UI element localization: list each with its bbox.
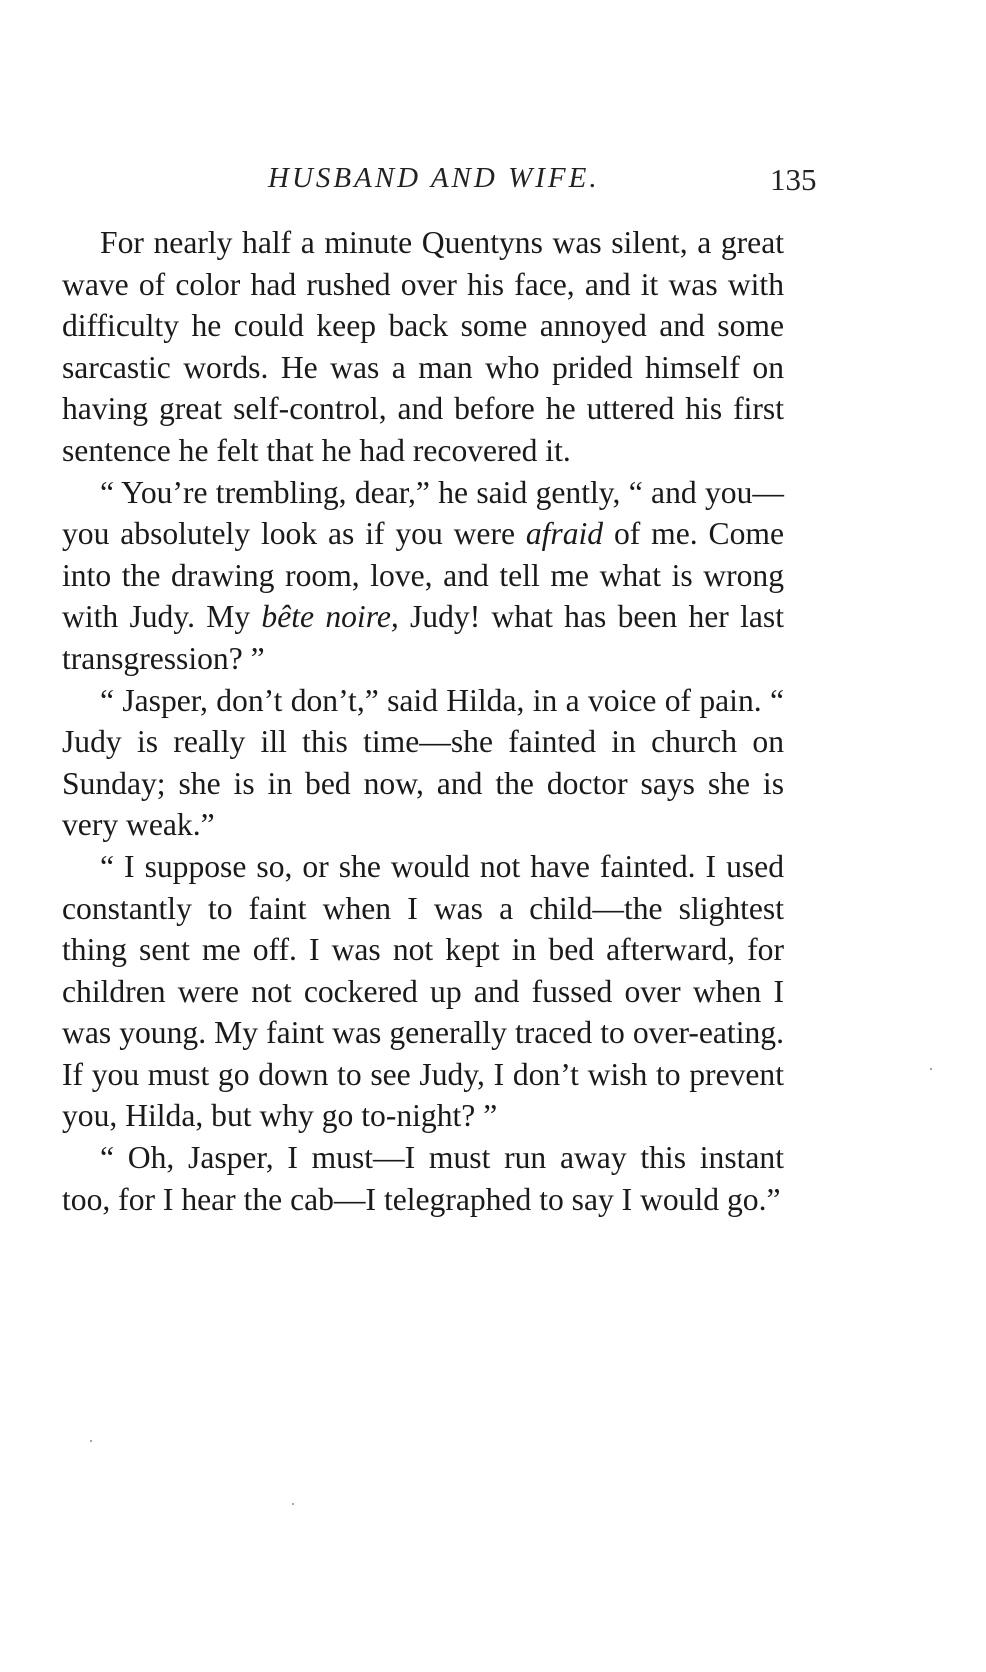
paragraph-text: “ I suppose so, or she would not have fainted. I used constantly to faint when I was a child—the slightest thing sent me off. I was not kept in bed afterward, for children were not cockered up and fussed over when I was young. My faint was generally traced to over-eating. If you must go down to see Judy, I don’t wish to prevent you, Hilda, but why go to-night? ” — [62, 848, 784, 1134]
paragraph-text: “ Oh, Jasper, I must—I must run away this instant too, for I hear the cab—I telegraphed to say I would go.” — [62, 1140, 784, 1217]
paragraph-text: “ You’re trembling, dear,” he said gently, “ and you—you absolutely look as if you were — [62, 474, 784, 552]
paragraph-4 — [62, 846, 784, 1137]
italic-phrase-bete-noire: bête noire, — [261, 599, 399, 635]
paragraph-5 — [62, 1137, 784, 1220]
paragraph-text: of me. Come into the drawing room, love, and tell me what is wrong with Judy. My — [62, 516, 784, 635]
paragraph-3 — [62, 680, 784, 846]
paragraph-1 — [62, 222, 784, 472]
paragraph-text: Judy! what has been her last transgression? ” — [62, 599, 784, 676]
paragraph-text: For nearly half a minute Quentyns was silent, a great wave of color had rushed over his face, and it was with difficulty he could keep back some annoyed and some sarcastic words. He was a man who prided himself on having great self-control, and before he uttered his first sentence he felt that he had recovered it. — [62, 225, 784, 468]
italic-word-afraid: afraid — [525, 516, 604, 552]
paragraph-text: “ Jasper, don’t don’t,” said Hilda, in a voice of pain. “ Judy is really ill this time—she fainted in church on Sunday; she is in bed now, and the doctor says she is very weak.” — [62, 682, 784, 843]
paper-speck — [292, 1503, 294, 1505]
body-text — [62, 222, 784, 1220]
paragraph-2 — [62, 472, 784, 680]
paper-speck — [90, 1440, 92, 1442]
running-head — [0, 162, 986, 202]
page-number: 135 — [770, 162, 817, 197]
running-title: HUSBAND AND WIFE. — [268, 162, 600, 194]
paper-speck — [930, 1068, 932, 1070]
